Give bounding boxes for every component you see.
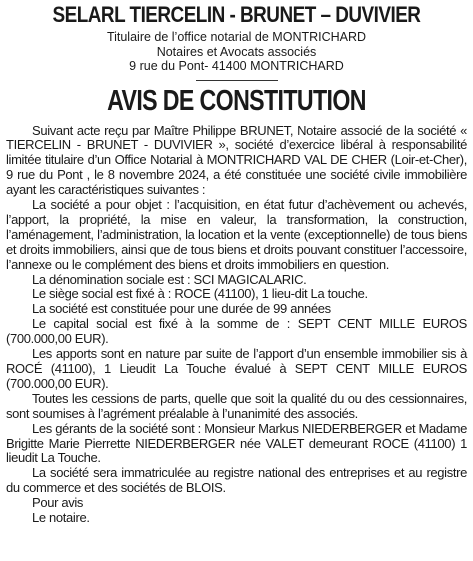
- firm-details: [6, 30, 467, 74]
- firm-office-line: Titulaire de l’office notarial de MONTRICHARD: [106, 30, 367, 44]
- paragraph-name: La dénomination sociale est : SCI MAGICALARIC.: [32, 271, 307, 287]
- paragraph-deed: Suivant acte reçu par Maître Philippe BRUNET, Notaire associé de la société « TIERCELIN - BRUNET - DUVIVIER », société d’exercice libéral à responsabilité limitée titulaire d’un Office Notarial à MONTRICHARD VAL DE CHER (Loir-et-Cher), 9 rue du Pont , le 8 novembre 2024, a été constituée une société civile immobilière ayant les caractéristiques suivantes :: [6, 122, 467, 198]
- paragraph-transfers: Toutes les cessions de parts, quelle que soit la qualité du ou des cessionnaires, sont soumises à l’agrément préalable à l’unanimité des associés.: [6, 390, 467, 421]
- notice-body: [6, 124, 467, 526]
- notice-title: AVIS DE CONSTITUTION: [107, 84, 366, 117]
- separator-rule: [196, 80, 278, 81]
- paragraph-contributions: Les apports sont en nature par suite de l’apport d’un ensemble immobilier sis à ROCÉ (41100), 1 Lieudit La Touche évalué à SEPT CENT MILLE EUROS (700.000,00 EUR).: [6, 346, 467, 391]
- paragraph-signature: Le notaire.: [32, 510, 90, 526]
- paragraph-duration: La société est constituée pour une durée de 99 années: [32, 301, 331, 317]
- firm-address-line: 9 rue du Pont- 41400 MONTRICHARD: [129, 59, 344, 73]
- paragraph-for-notice: Pour avis: [32, 495, 84, 511]
- paragraph-capital: Le capital social est fixé à la somme de : SEPT CENT MILLE EUROS (700.000,00 EUR).: [6, 316, 467, 347]
- paragraph-registration: La société sera immatriculée au registre national des entreprises et au registre du commerce et des sociétés de BLOIS.: [6, 465, 467, 496]
- paragraph-managers: Les gérants de la société sont : Monsieur Markus NIEDERBERGER et Madame Brigitte Marie Pierrette NIEDERBERGER née VALET demeurant ROCE (41100) 1 lieudit La Touche.: [6, 420, 467, 466]
- paragraph-purpose: La société a pour objet : l’acquisition, en état futur d’achèvement ou achevés, l’apport, la propriété, la mise en valeur, la transformation, la construction, l’aménagement, l’administration, la location et la vente (exceptionnelle) de tous biens et droits immobiliers, ainsi que de tous biens et droits pouvant constituer l’accessoire, l’annexe ou le complément des biens et droits immobiliers en question.: [6, 197, 467, 272]
- firm-name: SELARL TIERCELIN - BRUNET – DUVIVIER: [52, 2, 421, 27]
- paragraph-seat: Le siège social est fixé à : ROCE (41100), 1 lieu-dit La touche.: [32, 286, 368, 302]
- firm-partners-line: Notaires et Avocats associés: [156, 44, 317, 59]
